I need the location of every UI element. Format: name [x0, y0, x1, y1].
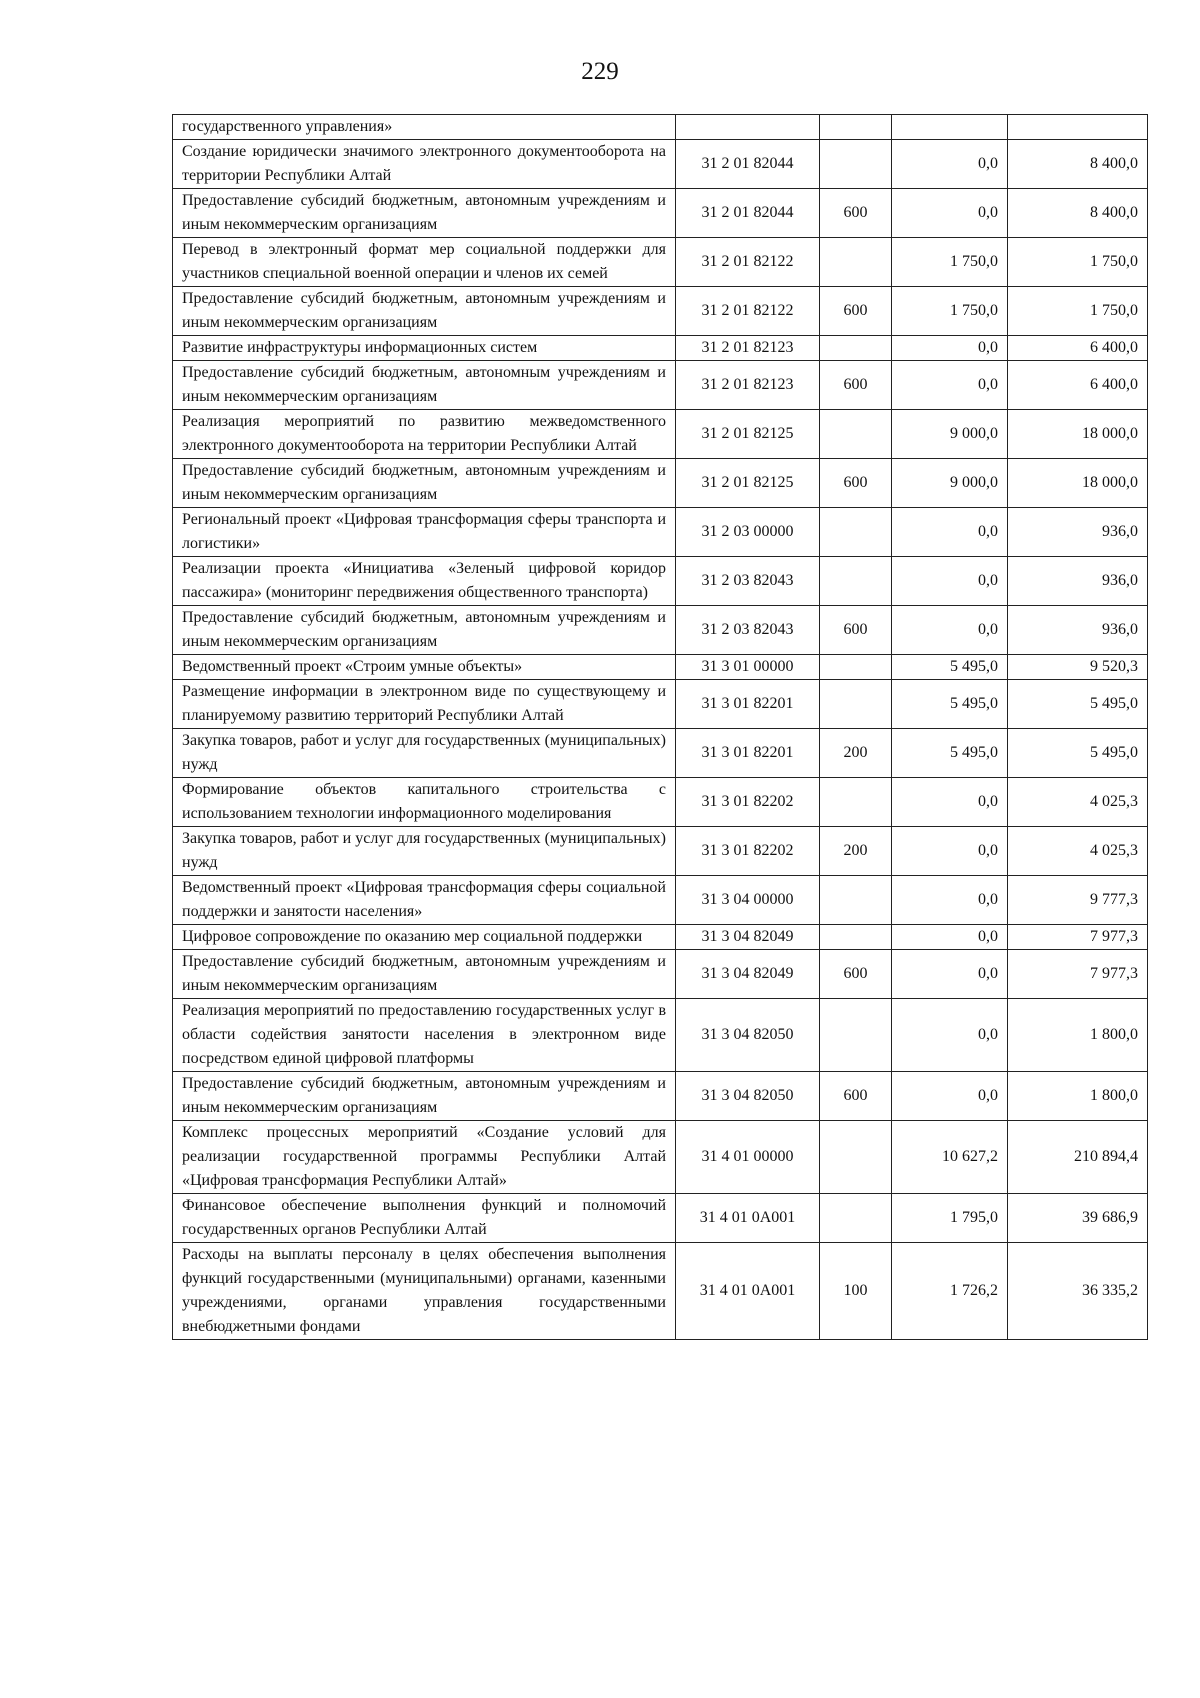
expense-name-cell: Ведомственный проект «Цифровая трансформация сферы социальной поддержки и занятости населения» — [173, 876, 676, 925]
target-code-cell: 31 2 01 82123 — [676, 336, 820, 361]
target-code-cell: 31 3 04 82049 — [676, 925, 820, 950]
amount-year2-cell: 936,0 — [1008, 557, 1148, 606]
expense-name-cell: Развитие инфраструктуры информационных систем — [173, 336, 676, 361]
amount-year2-cell: 39 686,9 — [1008, 1194, 1148, 1243]
target-code-cell: 31 3 01 82202 — [676, 827, 820, 876]
amount-year1-cell: 1 750,0 — [892, 287, 1008, 336]
amount-year1-cell: 5 495,0 — [892, 729, 1008, 778]
table-row — [173, 189, 1148, 238]
table-row — [173, 557, 1148, 606]
amount-year2-cell: 210 894,4 — [1008, 1121, 1148, 1194]
amount-year1-cell: 1 795,0 — [892, 1194, 1008, 1243]
table-row — [173, 999, 1148, 1072]
expense-type-cell: 100 — [820, 1243, 892, 1340]
expense-name-cell: Формирование объектов капитального строительства с использованием технологии информационного моделирования — [173, 778, 676, 827]
expense-type-cell — [820, 508, 892, 557]
table-row — [173, 459, 1148, 508]
amount-year2-cell — [1008, 115, 1148, 140]
table-row — [173, 1243, 1148, 1340]
expense-name-cell: Предоставление субсидий бюджетным, автономным учреждениям и иным некоммерческим организациям — [173, 950, 676, 999]
amount-year1-cell: 1 750,0 — [892, 238, 1008, 287]
expense-type-cell — [820, 238, 892, 287]
target-code-cell: 31 2 01 82044 — [676, 140, 820, 189]
table-row — [173, 410, 1148, 459]
amount-year2-cell: 936,0 — [1008, 606, 1148, 655]
expense-name-cell: Региональный проект «Цифровая трансформация сферы транспорта и логистики» — [173, 508, 676, 557]
target-code-cell — [676, 115, 820, 140]
amount-year2-cell: 8 400,0 — [1008, 140, 1148, 189]
expense-name-cell: Предоставление субсидий бюджетным, автономным учреждениям и иным некоммерческим организациям — [173, 189, 676, 238]
expense-type-cell: 600 — [820, 606, 892, 655]
amount-year1-cell: 0,0 — [892, 140, 1008, 189]
table-row — [173, 115, 1148, 140]
amount-year2-cell: 7 977,3 — [1008, 925, 1148, 950]
expense-type-cell: 600 — [820, 950, 892, 999]
amount-year2-cell: 1 750,0 — [1008, 238, 1148, 287]
table-row — [173, 1121, 1148, 1194]
target-code-cell: 31 3 04 82050 — [676, 999, 820, 1072]
expense-type-cell: 200 — [820, 827, 892, 876]
target-code-cell: 31 2 01 82122 — [676, 238, 820, 287]
amount-year2-cell: 1 800,0 — [1008, 1072, 1148, 1121]
expense-name-cell: Предоставление субсидий бюджетным, автономным учреждениям и иным некоммерческим организациям — [173, 361, 676, 410]
expense-type-cell: 600 — [820, 459, 892, 508]
target-code-cell: 31 4 01 0A001 — [676, 1194, 820, 1243]
expense-type-cell — [820, 410, 892, 459]
table-row — [173, 140, 1148, 189]
expense-type-cell: 200 — [820, 729, 892, 778]
expense-type-cell: 600 — [820, 361, 892, 410]
target-code-cell: 31 2 01 82125 — [676, 459, 820, 508]
table-row — [173, 238, 1148, 287]
expense-name-cell: Финансовое обеспечение выполнения функций и полномочий государственных органов Республики Алтай — [173, 1194, 676, 1243]
amount-year2-cell: 6 400,0 — [1008, 336, 1148, 361]
expense-name-cell: Ведомственный проект «Строим умные объекты» — [173, 655, 676, 680]
expense-type-cell — [820, 999, 892, 1072]
table-row — [173, 1072, 1148, 1121]
expense-name-cell: Предоставление субсидий бюджетным, автономным учреждениям и иным некоммерческим организациям — [173, 287, 676, 336]
amount-year2-cell: 4 025,3 — [1008, 778, 1148, 827]
table-row — [173, 778, 1148, 827]
amount-year1-cell: 0,0 — [892, 606, 1008, 655]
amount-year2-cell: 1 750,0 — [1008, 287, 1148, 336]
amount-year1-cell: 0,0 — [892, 557, 1008, 606]
expense-name-cell: Предоставление субсидий бюджетным, автономным учреждениям и иным некоммерческим организациям — [173, 606, 676, 655]
expense-type-cell — [820, 115, 892, 140]
target-code-cell: 31 2 01 82122 — [676, 287, 820, 336]
target-code-cell: 31 3 01 82202 — [676, 778, 820, 827]
amount-year1-cell: 5 495,0 — [892, 680, 1008, 729]
expense-type-cell — [820, 680, 892, 729]
amount-year2-cell: 9 520,3 — [1008, 655, 1148, 680]
budget-table — [172, 114, 1148, 1340]
target-code-cell: 31 2 03 00000 — [676, 508, 820, 557]
table-row — [173, 729, 1148, 778]
amount-year2-cell: 5 495,0 — [1008, 680, 1148, 729]
amount-year2-cell: 8 400,0 — [1008, 189, 1148, 238]
target-code-cell: 31 3 01 82201 — [676, 680, 820, 729]
target-code-cell: 31 2 01 82123 — [676, 361, 820, 410]
expense-name-cell: Закупка товаров, работ и услуг для государственных (муниципальных) нужд — [173, 827, 676, 876]
table-row — [173, 925, 1148, 950]
expense-type-cell — [820, 140, 892, 189]
target-code-cell: 31 3 04 82050 — [676, 1072, 820, 1121]
target-code-cell: 31 2 03 82043 — [676, 557, 820, 606]
amount-year2-cell: 18 000,0 — [1008, 459, 1148, 508]
expense-name-cell: Цифровое сопровождение по оказанию мер социальной поддержки — [173, 925, 676, 950]
expense-name-cell: Предоставление субсидий бюджетным, автономным учреждениям и иным некоммерческим организациям — [173, 1072, 676, 1121]
table-row — [173, 680, 1148, 729]
expense-type-cell — [820, 557, 892, 606]
amount-year1-cell: 0,0 — [892, 189, 1008, 238]
expense-name-cell: Предоставление субсидий бюджетным, автономным учреждениям и иным некоммерческим организациям — [173, 459, 676, 508]
target-code-cell: 31 2 03 82043 — [676, 606, 820, 655]
target-code-cell: 31 3 04 82049 — [676, 950, 820, 999]
expense-name-cell: Создание юридически значимого электронного документооборота на территории Республики Алтай — [173, 140, 676, 189]
expense-type-cell — [820, 655, 892, 680]
target-code-cell: 31 4 01 00000 — [676, 1121, 820, 1194]
expense-type-cell: 600 — [820, 287, 892, 336]
expense-type-cell — [820, 778, 892, 827]
expense-type-cell — [820, 876, 892, 925]
amount-year2-cell: 5 495,0 — [1008, 729, 1148, 778]
expense-name-cell: Размещение информации в электронном виде по существующему и планируемому развитию территорий Республики Алтай — [173, 680, 676, 729]
expense-type-cell — [820, 1121, 892, 1194]
amount-year1-cell: 9 000,0 — [892, 410, 1008, 459]
amount-year1-cell: 0,0 — [892, 827, 1008, 876]
amount-year1-cell: 0,0 — [892, 925, 1008, 950]
target-code-cell: 31 4 01 0A001 — [676, 1243, 820, 1340]
table-row — [173, 655, 1148, 680]
target-code-cell: 31 3 01 82201 — [676, 729, 820, 778]
expense-name-cell: Реализация мероприятий по предоставлению государственных услуг в области содействия занятости населения в электронном виде посредством единой цифровой платформы — [173, 999, 676, 1072]
page-number: 229 — [581, 58, 619, 85]
expense-type-cell — [820, 925, 892, 950]
expense-name-cell: Комплекс процессных мероприятий «Создание условий для реализации государственной программы Республики Алтай «Цифровая трансформация Республики Алтай» — [173, 1121, 676, 1194]
amount-year1-cell: 0,0 — [892, 361, 1008, 410]
amount-year1-cell: 1 726,2 — [892, 1243, 1008, 1340]
amount-year2-cell: 18 000,0 — [1008, 410, 1148, 459]
expense-name-cell: Реализации проекта «Инициатива «Зеленый цифровой коридор пассажира» (мониторинг передвижения общественного транспорта) — [173, 557, 676, 606]
amount-year1-cell: 0,0 — [892, 876, 1008, 925]
amount-year1-cell: 10 627,2 — [892, 1121, 1008, 1194]
amount-year2-cell: 7 977,3 — [1008, 950, 1148, 999]
table-row — [173, 361, 1148, 410]
expense-name-cell: Расходы на выплаты персоналу в целях обеспечения выполнения функций государственными (муниципальными) органами, казенными учреждениями, органами управления государственными внебюджетными фондами — [173, 1243, 676, 1340]
target-code-cell: 31 3 04 00000 — [676, 876, 820, 925]
amount-year2-cell: 9 777,3 — [1008, 876, 1148, 925]
amount-year1-cell: 5 495,0 — [892, 655, 1008, 680]
amount-year2-cell: 36 335,2 — [1008, 1243, 1148, 1340]
table-row — [173, 950, 1148, 999]
table-row — [173, 1194, 1148, 1243]
table-row — [173, 827, 1148, 876]
table-row — [173, 287, 1148, 336]
amount-year1-cell: 0,0 — [892, 336, 1008, 361]
budget-table-body — [173, 115, 1148, 1340]
amount-year1-cell: 9 000,0 — [892, 459, 1008, 508]
amount-year1-cell: 0,0 — [892, 950, 1008, 999]
expense-type-cell: 600 — [820, 1072, 892, 1121]
amount-year2-cell: 4 025,3 — [1008, 827, 1148, 876]
amount-year2-cell: 936,0 — [1008, 508, 1148, 557]
amount-year1-cell: 0,0 — [892, 999, 1008, 1072]
amount-year1-cell: 0,0 — [892, 778, 1008, 827]
table-row — [173, 336, 1148, 361]
table-row — [173, 508, 1148, 557]
table-row — [173, 876, 1148, 925]
amount-year1-cell: 0,0 — [892, 508, 1008, 557]
expense-type-cell: 600 — [820, 189, 892, 238]
table-row — [173, 606, 1148, 655]
target-code-cell: 31 2 01 82044 — [676, 189, 820, 238]
expense-name-cell: Реализация мероприятий по развитию межведомственного электронного документооборота на территории Республики Алтай — [173, 410, 676, 459]
expense-type-cell — [820, 336, 892, 361]
target-code-cell: 31 3 01 00000 — [676, 655, 820, 680]
expense-type-cell — [820, 1194, 892, 1243]
expense-name-cell: Перевод в электронный формат мер социальной поддержки для участников специальной военной операции и членов их семей — [173, 238, 676, 287]
amount-year1-cell — [892, 115, 1008, 140]
amount-year1-cell: 0,0 — [892, 1072, 1008, 1121]
target-code-cell: 31 2 01 82125 — [676, 410, 820, 459]
expense-name-cell: государственного управления» — [173, 115, 676, 140]
expense-name-cell: Закупка товаров, работ и услуг для государственных (муниципальных) нужд — [173, 729, 676, 778]
amount-year2-cell: 6 400,0 — [1008, 361, 1148, 410]
amount-year2-cell: 1 800,0 — [1008, 999, 1148, 1072]
